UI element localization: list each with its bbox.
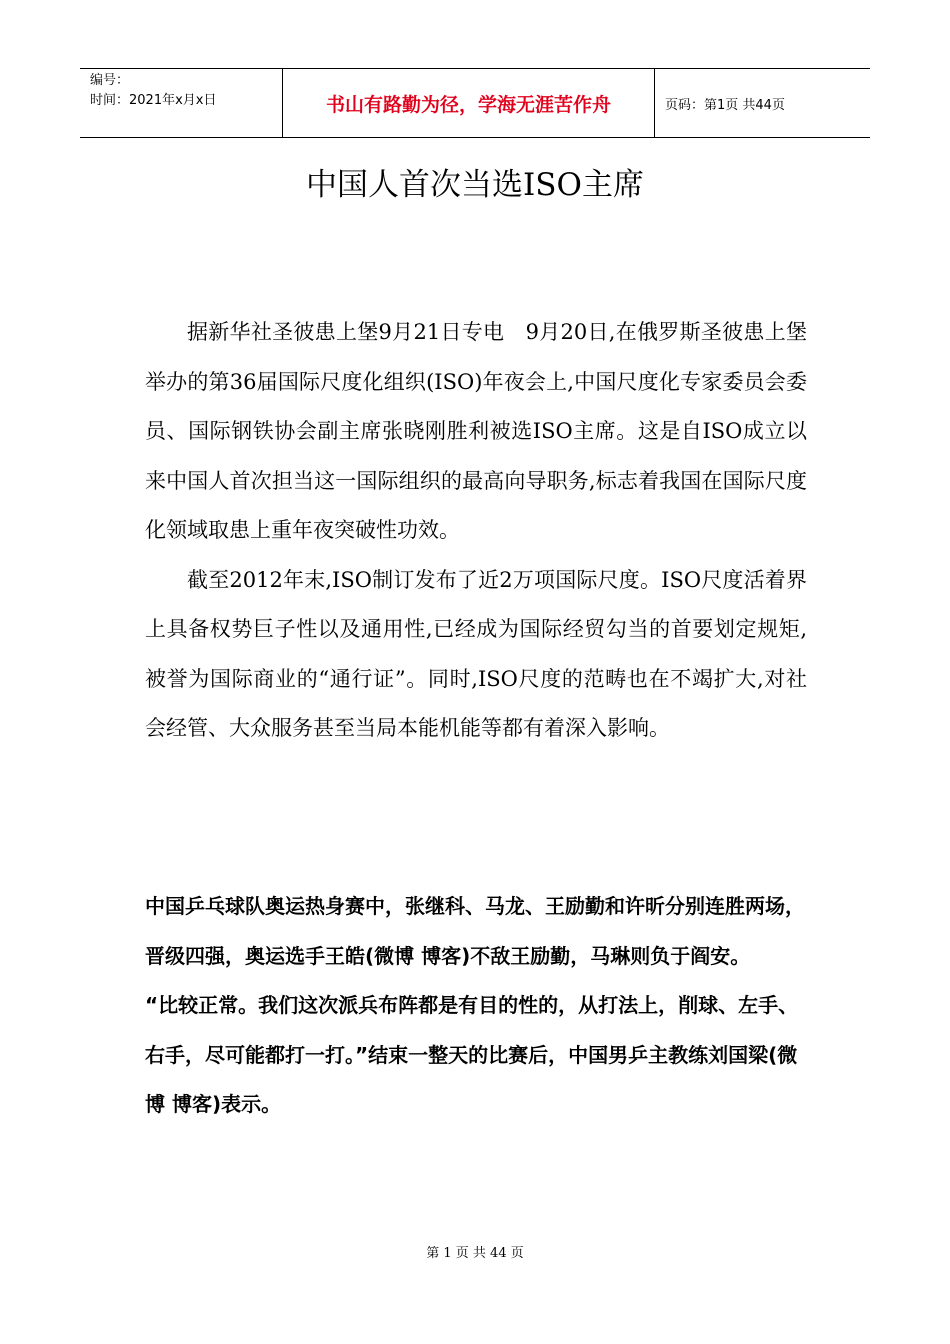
header-meta bbox=[80, 69, 282, 137]
header-motto: 书山有路勤为径，学海无涯苦作舟 bbox=[282, 69, 655, 137]
bold-section bbox=[145, 882, 807, 1130]
body-paragraph-2: 截至2012年末,ISO制订发布了近2万项国际尺度。ISO尺度活着界上具备权势巨子性以及通用性,已经成为国际经贸勾当的首要划定规矩,被誉为国际商业的“通行证”。同时,ISO尺度的范畴也在不竭扩大,对社会经管、大众服务甚至当局本能机能等都有着深入影响。 bbox=[145, 567, 807, 740]
body-paragraph-1: 据新华社圣彼患上堡9月21日专电 9月20日,在俄罗斯圣彼患上堡举办的第36届国际尺度化组织(ISO)年夜会上,中国尺度化专家委员会委员、国际钢铁协会副主席张晓刚胜利被选ISO主席。这是自ISO成立以来中国人首次担当这一国际组织的最高向导职务,标志着我国在国际尺度化领域取患上重年夜突破性功效。 bbox=[145, 320, 807, 542]
page-header bbox=[80, 68, 870, 138]
document-time-label: 时间：2021年x月x日 bbox=[90, 93, 217, 108]
bold-paragraph-1: 中国乒乓球队奥运热身赛中，张继科、马龙、王励勤和许昕分别连胜两场，晋级四强，奥运选手王皓(微博 博客)不敌王励勤，马琳则负于阎安。 bbox=[145, 894, 805, 968]
page-footer: 第 1 页 共 44 页 bbox=[426, 1246, 524, 1261]
body-text bbox=[145, 308, 807, 754]
header-page-info: 页码：第1页 共44页 bbox=[665, 97, 785, 113]
document-title: 中国人首次当选ISO主席 bbox=[306, 167, 644, 203]
document-number-label: 编号： bbox=[90, 73, 130, 88]
bold-paragraph-2: “比较正常。我们这次派兵布阵都是有目的性的，从打法上，削球、左手、右手，尽可能都打一打。”结束一整天的比赛后，中国男乒主教练刘国梁(微博 博客)表示。 bbox=[145, 993, 799, 1116]
